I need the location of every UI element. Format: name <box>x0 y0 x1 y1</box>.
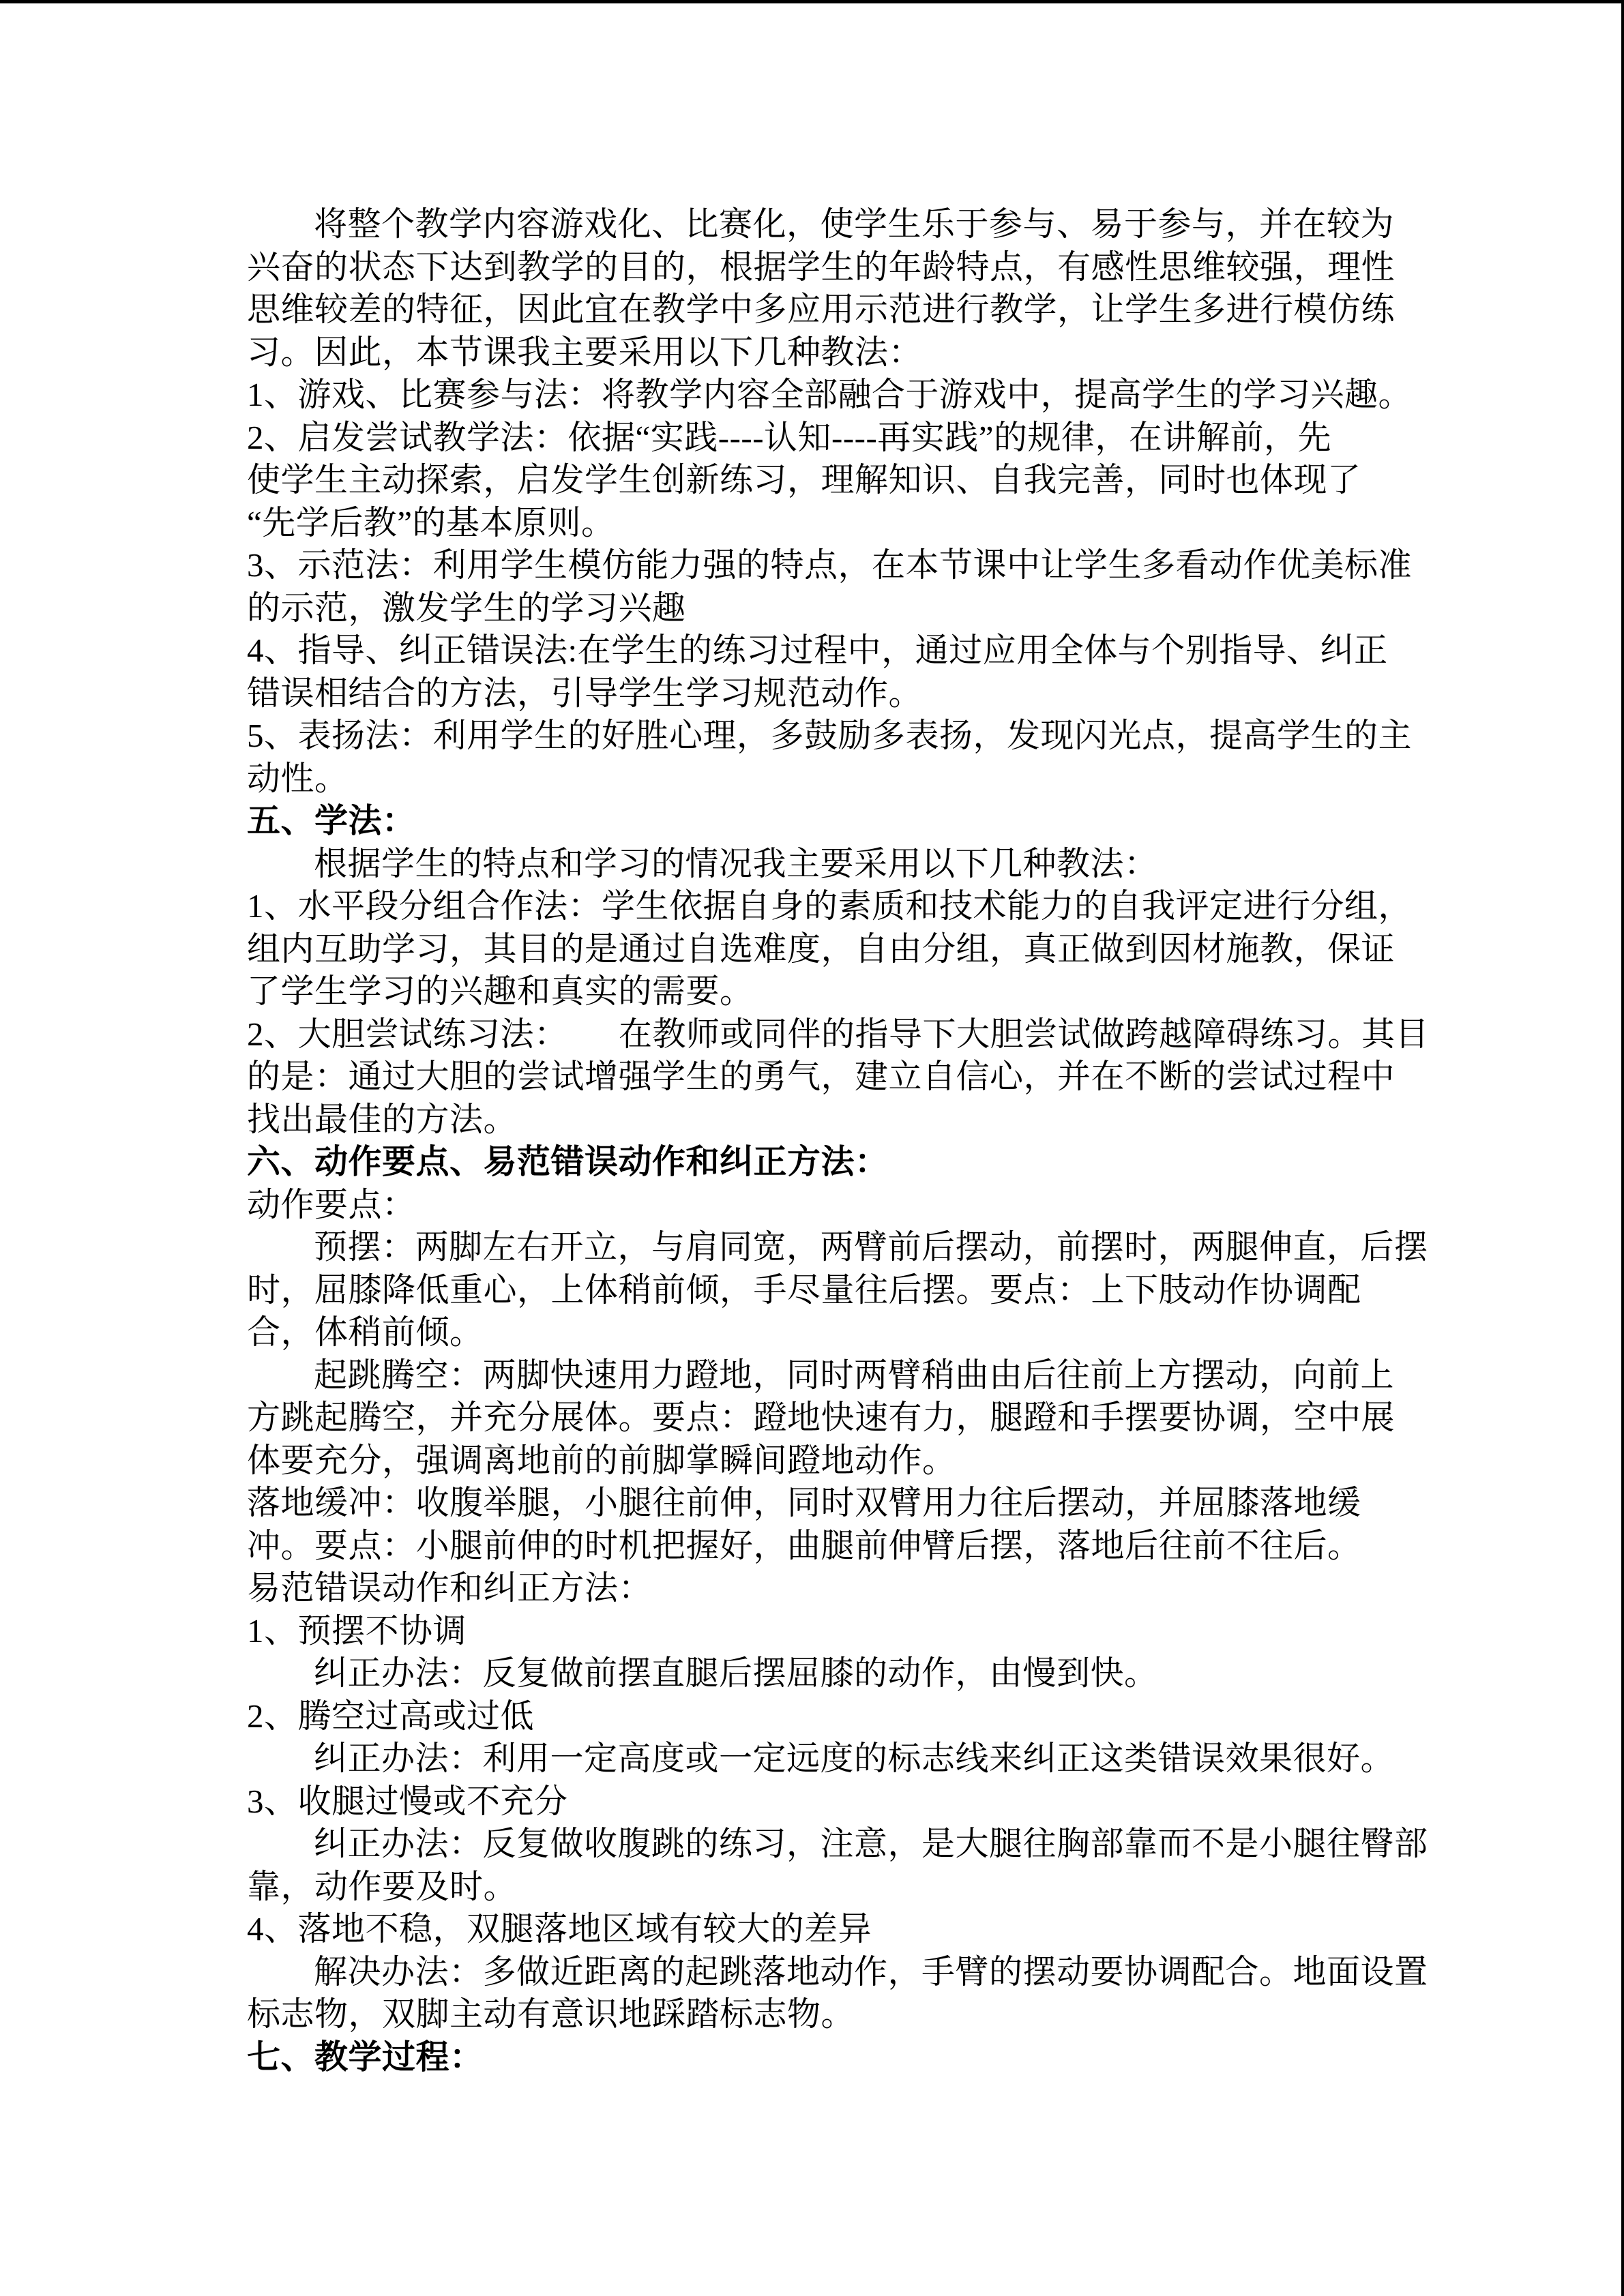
text-line: 时，屈膝降低重心，上体稍前倾，手尽量往后摆。要点：上下肢动作协调配 <box>247 1270 1361 1309</box>
page-right-border <box>1621 0 1624 2296</box>
text-line: 了学生学习的兴趣和真实的需要。 <box>247 972 754 1010</box>
text-line: 2、启发尝试教学法：依据“实践----认知----再实践”的规律，在讲解前，先 <box>247 418 1332 456</box>
text-line: 靠，动作要及时。 <box>247 1867 518 1905</box>
text-line: 易范错误动作和纠正方法： <box>247 1569 653 1607</box>
text-line: 5、表扬法：利用学生的好胜心理，多鼓励多表扬，发现闪光点，提高学生的主 <box>247 717 1413 754</box>
text-line: 的示范，激发学生的学习兴趣 <box>247 588 686 627</box>
text-line: 找出最佳的方法。 <box>247 1100 518 1138</box>
text-line: 3、收腿过慢或不充分 <box>247 1782 568 1820</box>
text-line: 错误相结合的方法，引导学生学习规范动作。 <box>247 674 923 712</box>
text-line: 方跳起腾空，并充分展体。要点：蹬地快速有力，腿蹬和手摆要协调，空中展 <box>247 1399 1396 1436</box>
section-heading: 七、教学过程： <box>247 2038 484 2076</box>
text-line: 动性。 <box>247 759 349 797</box>
text-line: 3、示范法：利用学生模仿能力强的特点，在本节课中让学生多看动作优美标准 <box>247 546 1413 584</box>
document-body <box>247 203 1468 2078</box>
text-line: 解决办法：多做近距离的起跳落地动作，手臂的摆动要协调配合。地面设置 <box>314 1952 1428 1991</box>
text-line: 组内互助学习，其目的是通过自选难度，自由分组，真正做到因材施教，保证 <box>247 929 1396 968</box>
text-line: 起跳腾空：两脚快速用力蹬地，同时两臂稍曲由后往前上方摆动，向前上 <box>314 1356 1395 1394</box>
section-heading: 五、学法： <box>247 803 416 839</box>
text-line: 2、腾空过高或过低 <box>247 1697 535 1735</box>
text-line: 冲。要点：小腿前伸的时机把握好，曲腿前伸臂后摆，落地后往前不往后。 <box>247 1526 1361 1564</box>
text-line: 根据学生的特点和学习的情况我主要采用以下几种教法： <box>314 844 1158 882</box>
text-line: 兴奋的状态下达到教学的目的，根据学生的年龄特点，有感性思维较强，理性 <box>247 248 1396 286</box>
page-top-border <box>0 0 1624 3</box>
text-line: “先学后教”的基本原则。 <box>247 503 615 541</box>
text-line: 体要充分，强调离地前的前脚掌瞬间蹬地动作。 <box>247 1441 956 1479</box>
text-line: 合，体稍前倾。 <box>247 1313 484 1351</box>
text-line: 1、游戏、比赛参与法：将教学内容全部融合于游戏中，提高学生的学习兴趣。 <box>247 376 1413 413</box>
text-line: 4、落地不稳，双腿落地区域有较大的差异 <box>247 1910 872 1948</box>
text-line: 落地缓冲：收腹举腿，小腿往前伸，同时双臂用力往后摆动，并屈膝落地缓 <box>247 1484 1361 1521</box>
text-line: 习。因此，本节课我主要采用以下几种教法： <box>247 333 923 371</box>
section-heading: 六、动作要点、易范错误动作和纠正方法： <box>247 1144 889 1180</box>
text-line: 纠正办法：反复做前摆直腿后摆屈膝的动作，由慢到快。 <box>314 1654 1158 1692</box>
text-line: 思维较差的特征，因此宜在教学中多应用示范进行教学，让学生多进行模仿练 <box>247 290 1396 328</box>
text-line: 1、水平段分组合作法：学生依据自身的素质和技术能力的自我评定进行分组， <box>247 887 1413 925</box>
text-line: 使学生主动探索，启发学生创新练习，理解知识、自我完善，同时也体现了 <box>247 461 1361 498</box>
text-line: 4、指导、纠正错误法:在学生的练习过程中，通过应用全体与个别指导、纠正 <box>247 631 1388 669</box>
text-line: 将整个教学内容游戏化、比赛化，使学生乐于参与、易于参与，并在较为 <box>314 205 1395 243</box>
text-line: 1、预摆不协调 <box>247 1611 467 1650</box>
text-line: 标志物，双脚主动有意识地踩踏标志物。 <box>247 1995 855 2033</box>
text-line: 预摆：两脚左右开立，与肩同宽，两臂前后摆动，前摆时，两腿伸直，后摆 <box>314 1228 1428 1266</box>
text-line: 的是：通过大胆的尝试增强学生的勇气，建立自信心，并在不断的尝试过程中 <box>247 1058 1396 1095</box>
text-line: 动作要点： <box>247 1185 416 1223</box>
text-line: 2、大胆尝试练习法： 在教师或同伴的指导下大胆尝试做跨越障碍练习。其目 <box>247 1015 1430 1053</box>
text-line: 纠正办法：反复做收腹跳的练习，注意，是大腿往胸部靠而不是小腿往臀部 <box>314 1825 1428 1862</box>
text-line: 纠正办法：利用一定高度或一定远度的标志线来纠正这类错误效果很好。 <box>314 1740 1395 1777</box>
